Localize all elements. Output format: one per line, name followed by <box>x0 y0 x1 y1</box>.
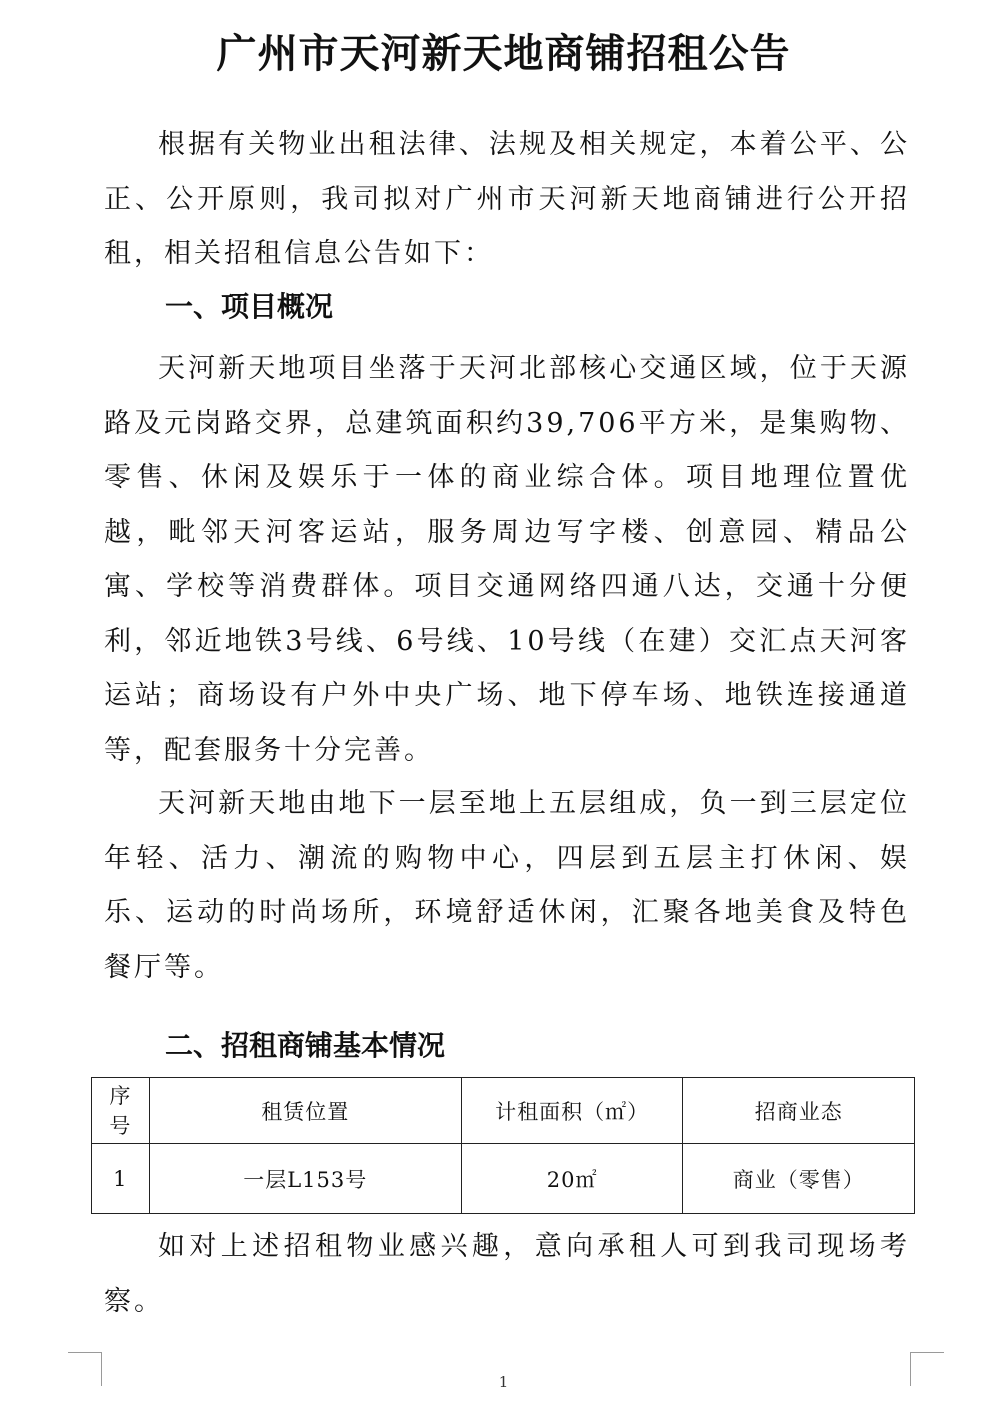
closing-paragraph: 如对上述招租物业感兴趣，意向承租人可到我司现场考察。 <box>104 1231 910 1317</box>
table-cell: 20㎡ <box>461 1144 683 1214</box>
shop-table <box>91 1077 915 1214</box>
table-header-cell: 租赁位置 <box>149 1078 461 1144</box>
table-header-row <box>92 1078 915 1144</box>
overview-paragraph-2: 天河新天地由地下一层至地上五层组成，负一到三层定位年轻、活力、潮流的购物中心，四层到五层主打休闲、娱乐、运动的时尚场所，环境舒适休闲，汇聚各地美食及特色餐厅等。 <box>104 788 910 983</box>
section-heading-shops: 二、招租商铺基本情况 <box>165 1029 446 1062</box>
table-header-cell: 序号 <box>92 1078 150 1144</box>
table-cell: 一层L153号 <box>149 1144 461 1214</box>
table-cell: 1 <box>92 1144 150 1214</box>
table-row <box>92 1144 915 1214</box>
document-title: 广州市天河新天地商铺招租公告 <box>216 29 791 77</box>
section-heading-overview: 一、项目概况 <box>165 290 334 323</box>
intro-paragraph: 根据有关物业出租法律、法规及相关规定，本着公平、公正、公开原则，我司拟对广州市天河新天地商铺进行公开招租，相关招租信息公告如下： <box>104 129 910 269</box>
table-header-cell: 计租面积（㎡） <box>461 1078 683 1144</box>
page-number: 1 <box>498 1373 509 1391</box>
table-header-cell: 招商业态 <box>683 1078 915 1144</box>
overview-paragraph-1: 天河新天地项目坐落于天河北部核心交通区域，位于天源路及元岗路交界，总建筑面积约39,706平方米，是集购物、零售、休闲及娱乐于一体的商业综合体。项目地理位置优越，毗邻天河客运站，服务周边写字楼、创意园、精品公寓、学校等消费群体。项目交通网络四通八达，交通十分便利，邻近地铁3号线、6号线、10号线（在建）交汇点天河客运站；商场设有户外中央广场、地下停车场、地铁连接通道等，配套服务十分完善。 <box>104 353 910 766</box>
table-cell: 商业（零售） <box>683 1144 915 1214</box>
